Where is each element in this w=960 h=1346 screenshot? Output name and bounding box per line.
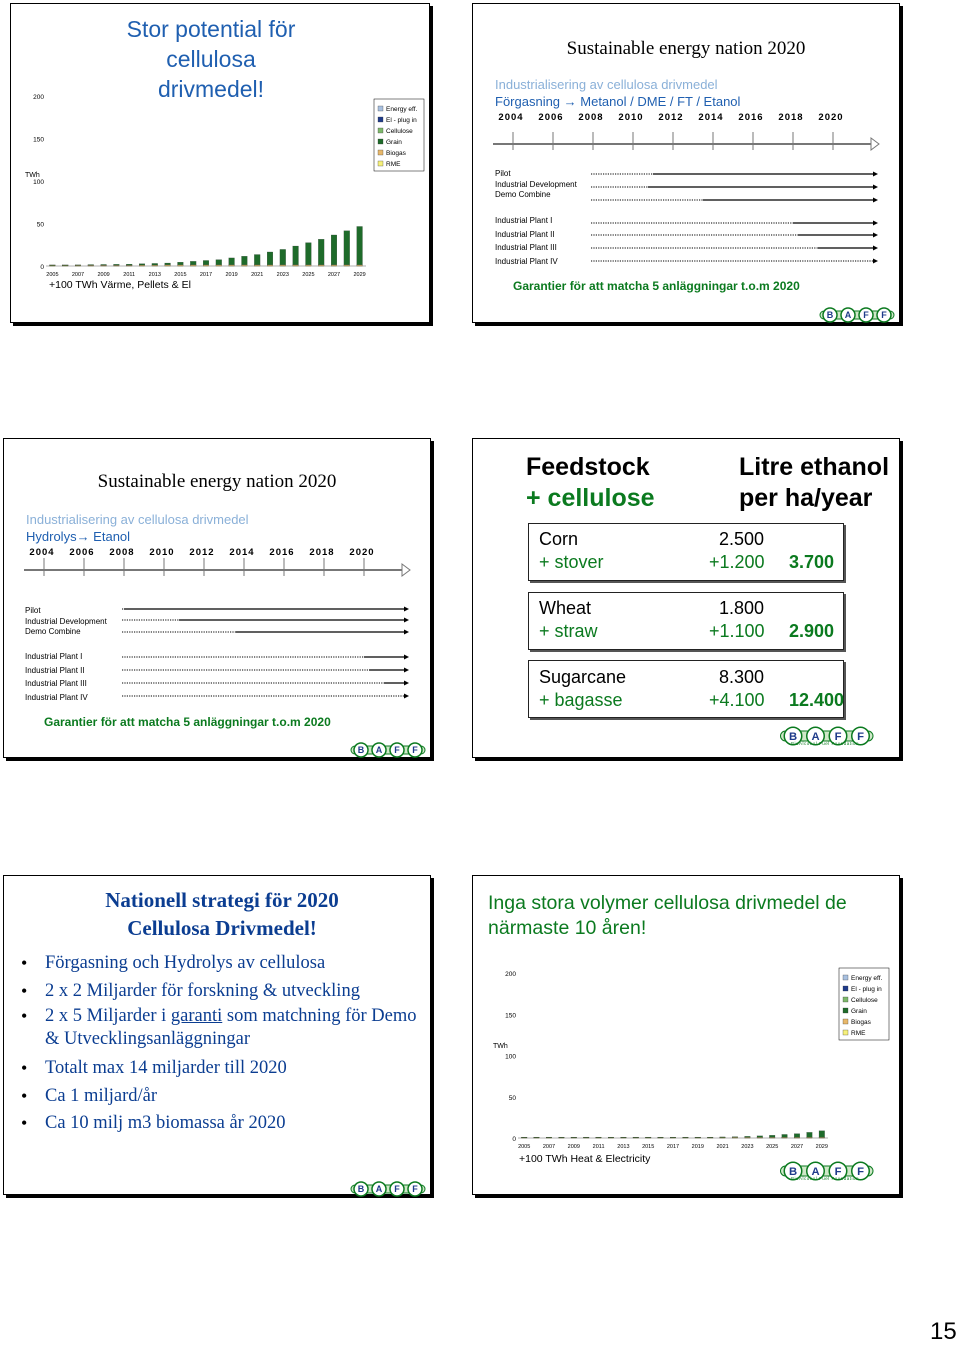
- logo-caption: BioAlcohol Fuel Foundation: [791, 1176, 860, 1181]
- bar-segment: [596, 1137, 602, 1138]
- x-tick-label: 2011: [592, 1144, 605, 1150]
- phase-arrowhead: [873, 198, 878, 203]
- bullet-item: • Totalt max 14 miljarder till 2020: [19, 1055, 419, 1083]
- timeline-year: 2010: [149, 547, 175, 558]
- bar-segment: [216, 265, 222, 266]
- bar-segment: [658, 1137, 664, 1138]
- bar-segment: [229, 265, 235, 266]
- timeline-year: 2016: [269, 547, 295, 558]
- timeline-arrow-head: [871, 138, 879, 150]
- x-tick-label: 2017: [666, 1144, 680, 1150]
- crop-value: 1.800: [719, 598, 765, 618]
- phase-arrowhead: [873, 233, 878, 238]
- timeline-year: 2004: [498, 112, 524, 123]
- logo-caption: BioAlcohol Fuel Foundation: [791, 741, 860, 746]
- bar-segment: [306, 243, 312, 265]
- y-tick-label: 100: [33, 179, 44, 186]
- bar-segment: [695, 1137, 701, 1138]
- logo-letter: B: [357, 745, 365, 755]
- phase-label: Demo Combine: [25, 627, 81, 636]
- legend-label: El - plug in: [851, 986, 882, 993]
- legend-label: RME: [851, 1030, 866, 1037]
- logo-letter: F: [412, 1184, 418, 1194]
- slide6-title: Inga stora volymer cellulosa drivmedel de närmaste 10 åren!: [488, 892, 847, 939]
- logo-letter: F: [857, 1165, 864, 1178]
- timeline-year: 2020: [349, 547, 375, 558]
- bar-segment: [62, 265, 68, 266]
- legend-swatch: [843, 1030, 848, 1035]
- x-tick-label: 2015: [174, 272, 187, 278]
- timeline-year: 2020: [818, 112, 844, 123]
- legend-swatch: [843, 975, 848, 980]
- logo-letter: F: [394, 745, 400, 755]
- baff-logo: [818, 307, 898, 328]
- x-tick-label: 2013: [617, 1144, 630, 1150]
- slide2-phases-b: [495, 214, 558, 268]
- bar-segment: [546, 1137, 552, 1138]
- baff-logo: [778, 726, 878, 751]
- y-axis-label: TWh: [493, 1043, 508, 1050]
- phase-label: Industrial Plant I: [495, 216, 553, 225]
- ethanol-heading-2: per ha/year: [739, 484, 873, 512]
- bar-segment: [114, 264, 120, 265]
- timeline-year: 2006: [69, 547, 95, 558]
- x-tick-label: 2019: [691, 1144, 704, 1150]
- y-tick-label: 100: [505, 1053, 516, 1061]
- bar-segment: [306, 265, 312, 266]
- bullet-item: • 2 x 2 Miljarder för forskning & utveckling: [19, 978, 419, 1006]
- y-tick-label: 50: [36, 221, 44, 229]
- timeline-year: 2004: [29, 547, 55, 558]
- logo-letter: B: [788, 1165, 798, 1178]
- bar-segment: [819, 1131, 825, 1138]
- bar-segment: [683, 1137, 689, 1138]
- legend-swatch: [378, 150, 383, 155]
- residue-value: +1.200: [709, 552, 765, 572]
- slide3-subtitle-2: Hydrolys→ Etanol: [26, 529, 131, 544]
- bar-segment: [203, 265, 209, 266]
- bar-segment: [757, 1136, 763, 1137]
- phase-label: Industrial Plant IV: [495, 256, 558, 266]
- phase-arrowhead: [873, 246, 878, 251]
- total-value: 12.400: [789, 690, 845, 710]
- legend-swatch: [843, 997, 848, 1002]
- slide2-phases-a: [495, 167, 577, 202]
- bar-segment: [293, 265, 299, 266]
- phase-arrowhead: [404, 655, 409, 660]
- bar-segment: [633, 1137, 639, 1138]
- timeline-year: 2012: [658, 112, 684, 123]
- slide2-subtitle-1: Industrialisering av cellulosa drivmedel: [495, 77, 718, 92]
- bar-segment: [344, 265, 350, 266]
- timeline-arrow-head: [402, 564, 410, 576]
- x-tick-label: 2023: [741, 1144, 754, 1150]
- phase-arrowhead: [873, 221, 878, 226]
- slide6-footer: +100 TWh Heat & Electricity: [519, 1153, 651, 1165]
- x-tick-label: 2009: [97, 272, 110, 278]
- legend-swatch: [378, 128, 383, 133]
- phase-label: Pilot: [25, 606, 41, 615]
- total-value: 2.900: [789, 621, 835, 641]
- phase-arrowhead: [404, 618, 409, 623]
- slide2-title: Sustainable energy nation 2020: [566, 38, 806, 59]
- legend-label: Biogas: [386, 150, 406, 157]
- legend-label: Energy eff.: [386, 106, 418, 113]
- y-tick-label: 200: [505, 971, 516, 978]
- x-tick-label: 2021: [251, 272, 264, 278]
- x-tick-label: 2027: [790, 1144, 804, 1150]
- x-tick-label: 2013: [148, 272, 161, 278]
- bar-segment: [745, 1136, 751, 1137]
- crop-name: Sugarcane: [539, 667, 627, 687]
- slide5-title: [4, 886, 440, 942]
- bar-segment: [203, 260, 209, 264]
- x-tick-label: 2007: [71, 272, 85, 278]
- slide-strategy: [3, 875, 431, 1195]
- phase-label: Pilot: [495, 169, 511, 178]
- phase-arrowhead: [404, 668, 409, 673]
- x-tick-label: 2027: [327, 272, 341, 278]
- phase-label: Industrial Plant IV: [25, 692, 88, 702]
- phase-arrowhead: [404, 607, 409, 612]
- bullet-item: • Ca 1 miljard/år: [19, 1083, 419, 1111]
- timeline-year: 2014: [698, 112, 724, 123]
- bar-segment: [769, 1135, 775, 1137]
- x-tick-label: 2021: [716, 1144, 729, 1150]
- timeline-year: 2010: [618, 112, 644, 123]
- bar-segment: [794, 1134, 800, 1138]
- y-tick-label: 200: [33, 94, 44, 101]
- ethanol-heading-1: Litre ethanol: [739, 453, 890, 481]
- page-number: 15: [930, 1318, 957, 1345]
- x-tick-label: 2029: [815, 1144, 828, 1150]
- x-tick-label: 2015: [642, 1144, 655, 1150]
- phase-arrowhead: [404, 630, 409, 635]
- residue-name: + bagasse: [539, 690, 623, 710]
- x-tick-label: 2023: [276, 272, 289, 278]
- y-axis-label: TWh: [25, 172, 40, 179]
- bar-segment: [344, 231, 350, 265]
- bar-segment: [280, 249, 286, 264]
- feedstock-heading: [526, 452, 655, 514]
- bullet-item: • 2 x 5 Miljarder i garanti som matchning för Demo & Utvecklingsanläggningar: [19, 1005, 419, 1051]
- timeline-year: 2014: [229, 547, 255, 558]
- x-tick-label: 2005: [46, 272, 59, 278]
- slide1-title: Stor potential för cellulosa drivmedel!: [126, 16, 296, 102]
- bar-segment: [178, 262, 184, 265]
- logo-letter: F: [394, 1184, 400, 1194]
- timeline-year: 2006: [538, 112, 564, 123]
- baff-logo-graphic: [818, 307, 898, 323]
- baff-logo: [778, 1161, 878, 1186]
- legend-label: Energy eff.: [851, 975, 883, 982]
- legend-swatch: [843, 986, 848, 991]
- bar-segment: [645, 1137, 651, 1138]
- legend-label: RME: [386, 161, 401, 168]
- y-tick-label: 150: [505, 1012, 516, 1020]
- phase-arrowhead: [873, 259, 878, 264]
- bar-segment: [559, 1137, 565, 1138]
- phase-arrowhead: [873, 185, 878, 190]
- x-tick-label: 2007: [542, 1144, 556, 1150]
- slide3-title: Sustainable energy nation 2020: [97, 471, 337, 492]
- underlined-word: garanti: [170, 1006, 223, 1026]
- x-tick-label: 2025: [766, 1144, 779, 1150]
- bar-segment: [88, 265, 94, 266]
- logo-letter: A: [844, 310, 852, 320]
- residue-name: + straw: [539, 621, 598, 641]
- bar-segment: [318, 239, 324, 265]
- slide2-footer: Garantier för att matcha 5 anläggningar t.o.m 2020: [513, 279, 800, 293]
- logo-letter: B: [826, 310, 834, 320]
- bullet-item: • Förgasning och Hydrolys av cellulosa: [19, 950, 419, 978]
- bar-segment: [229, 258, 235, 265]
- legend-label: Cellulose: [386, 128, 413, 135]
- legend-swatch: [378, 161, 383, 166]
- slide-feedstock: [472, 438, 900, 758]
- bar-segment: [280, 265, 286, 266]
- phase-label: Industrial Plant I: [25, 652, 83, 661]
- phase-label: Industrial Plant II: [25, 665, 85, 675]
- bar-segment: [583, 1137, 589, 1138]
- x-tick-label: 2029: [353, 272, 366, 278]
- logo-letter: B: [357, 1184, 365, 1194]
- bar-segment: [571, 1137, 577, 1138]
- logo-letter: F: [412, 745, 418, 755]
- timeline-year: 2016: [738, 112, 764, 123]
- legend-swatch: [378, 106, 383, 111]
- phase-arrowhead: [873, 172, 878, 177]
- strategy-bullets: [19, 950, 419, 1138]
- timeline-year: 2018: [778, 112, 804, 123]
- bar-segment: [126, 264, 132, 265]
- slide-potential: [10, 3, 430, 323]
- legend-swatch: [378, 139, 383, 144]
- phase-arrowhead: [404, 681, 409, 686]
- x-tick-label: 2025: [302, 272, 315, 278]
- legend-swatch: [843, 1019, 848, 1024]
- x-tick-label: 2017: [199, 272, 213, 278]
- timeline-year: 2008: [109, 547, 135, 558]
- logo-letter: F: [857, 730, 864, 743]
- legend-label: Grain: [851, 1008, 867, 1015]
- bar-segment: [331, 235, 337, 265]
- slide3-phases-b: [25, 650, 88, 704]
- bar-segment: [139, 264, 145, 265]
- crop-value: 2.500: [719, 529, 765, 549]
- x-tick-label: 2005: [518, 1144, 531, 1150]
- bar-segment: [670, 1137, 676, 1138]
- slide5-title-2: Cellulosa Drivmedel!: [127, 916, 317, 940]
- bar-segment: [190, 261, 196, 264]
- phase-label: Industrial Plant III: [495, 243, 557, 252]
- logo-letter: A: [811, 1165, 820, 1178]
- legend-swatch: [378, 117, 383, 122]
- ethanol-heading: [739, 452, 889, 514]
- slide2-subtitle-2: Förgasning → Metanol / DME / FT / Etanol: [495, 94, 741, 109]
- y-tick-label: 0: [40, 264, 44, 271]
- baff-logo-graphic: [349, 742, 429, 758]
- timeline-year: 2012: [189, 547, 215, 558]
- residue-value: +1.100: [709, 621, 765, 641]
- crop-name: Corn: [539, 529, 579, 549]
- bar-segment: [267, 252, 273, 265]
- slide-hydrolysis: [3, 438, 431, 758]
- phase-label: Industrial Plant III: [25, 679, 87, 688]
- bar-segment: [152, 263, 158, 265]
- bar-segment: [707, 1137, 713, 1138]
- bar-segment: [216, 260, 222, 265]
- bar-segment: [807, 1132, 813, 1137]
- slide3-subtitle-1: Industrialisering av cellulosa drivmedel: [26, 512, 249, 527]
- y-tick-label: 150: [33, 136, 44, 144]
- timeline-year: 2018: [309, 547, 335, 558]
- total-value: 3.700: [789, 552, 835, 572]
- phase-label: Industrial Development: [25, 616, 107, 626]
- bar-segment: [534, 1137, 540, 1138]
- bar-segment: [720, 1137, 726, 1138]
- bullet-item: • Ca 10 milj m3 biomassa år 2020: [19, 1110, 419, 1138]
- bar-segment: [732, 1137, 738, 1138]
- bar-segment: [293, 246, 299, 265]
- logo-letter: F: [834, 730, 842, 743]
- slide3-phases-a: [25, 604, 107, 639]
- crop-value: 8.300: [719, 667, 765, 687]
- slide2-timeline: [473, 4, 899, 322]
- slide1-chart: [11, 4, 429, 322]
- x-tick-label: 2009: [567, 1144, 580, 1150]
- bar-segment: [331, 265, 337, 266]
- feedstock-heading-1: Feedstock: [526, 453, 650, 481]
- bar-segment: [608, 1137, 614, 1138]
- slide6-chart: [473, 876, 899, 1194]
- bar-segment: [782, 1134, 788, 1137]
- residue-value: +4.100: [709, 690, 765, 710]
- logo-letter: A: [375, 1184, 383, 1194]
- bar-segment: [621, 1137, 627, 1138]
- bar-segment: [165, 263, 171, 265]
- bar-segment: [190, 265, 196, 266]
- slide5-title-1: Nationell strategi för 2020: [105, 888, 339, 912]
- legend-label: Biogas: [851, 1019, 871, 1026]
- logo-letter: F: [834, 1165, 842, 1178]
- logo-letter: A: [811, 730, 820, 743]
- residue-name: + stover: [539, 552, 604, 572]
- y-tick-label: 0: [512, 1136, 516, 1143]
- timeline-year: 2008: [578, 112, 604, 123]
- x-tick-label: 2019: [225, 272, 238, 278]
- legend-label: Grain: [386, 139, 402, 146]
- bar-segment: [357, 226, 363, 264]
- logo-letter: B: [788, 730, 798, 743]
- logo-letter: F: [881, 310, 887, 320]
- bar-segment: [165, 265, 171, 266]
- phase-label: Demo Combine: [495, 190, 551, 199]
- bar-segment: [178, 265, 184, 266]
- baff-logo: [349, 1181, 429, 1202]
- baff-logo: [349, 742, 429, 763]
- bar-segment: [242, 256, 248, 265]
- bar-segment: [357, 265, 363, 266]
- bar-segment: [101, 264, 107, 265]
- logo-letter: A: [375, 745, 383, 755]
- baff-logo-graphic: [349, 1181, 429, 1197]
- y-tick-label: 50: [508, 1094, 516, 1102]
- x-tick-label: 2011: [123, 272, 136, 278]
- phase-label: Industrial Plant II: [495, 229, 555, 239]
- bar-segment: [242, 265, 248, 266]
- slide-gasification: [472, 3, 900, 323]
- slide3-footer: Garantier för att matcha 5 anläggningar t.o.m 2020: [44, 715, 331, 729]
- slide1-footer: +100 TWh Värme, Pellets & El: [49, 279, 191, 291]
- logo-letter: F: [863, 310, 869, 320]
- bar-segment: [267, 265, 273, 266]
- bar-segment: [75, 265, 81, 266]
- phase-label: Industrial Development: [495, 179, 577, 189]
- slide-volumes: [472, 875, 900, 1195]
- feedstock-heading-2: + cellulose: [526, 484, 655, 512]
- legend-swatch: [843, 1008, 848, 1013]
- legend-label: Cellulose: [851, 997, 878, 1004]
- bar-segment: [50, 265, 56, 266]
- legend-label: El - plug in: [386, 117, 417, 124]
- slide3-timeline: [4, 439, 430, 757]
- bar-segment: [318, 265, 324, 266]
- crop-name: Wheat: [539, 598, 592, 618]
- bar-segment: [521, 1137, 527, 1138]
- phase-arrowhead: [404, 694, 409, 699]
- bar-segment: [254, 265, 260, 266]
- bar-segment: [254, 255, 260, 265]
